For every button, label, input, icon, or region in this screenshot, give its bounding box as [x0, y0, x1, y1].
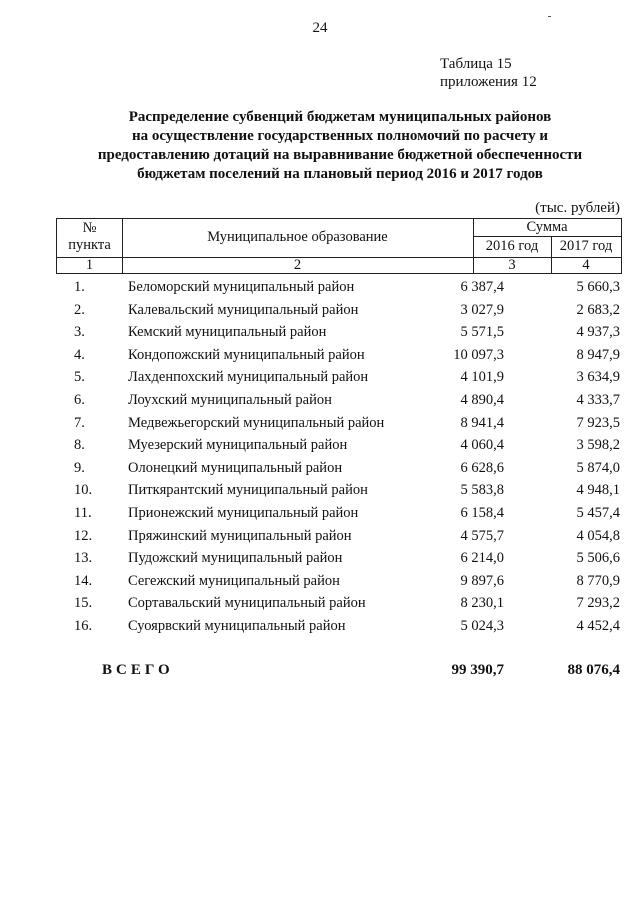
row-number: 14.: [74, 572, 93, 589]
municipality-name: Пудожский муниципальный район: [128, 550, 343, 567]
amount-2017: 5 874,0: [576, 459, 620, 476]
amount-2016: 6 158,4: [460, 504, 504, 521]
column-number-2: 2: [293, 257, 302, 273]
units-note: (тыс. рублей): [535, 200, 620, 216]
row-number: 16.: [74, 617, 93, 634]
title-line: Распределение субвенций бюджетам муниципальных районов: [128, 109, 552, 125]
table-row: [56, 437, 622, 460]
column-number-3: 3: [508, 257, 516, 273]
municipality-name: Лоухский муниципальный район: [128, 391, 332, 408]
row-number: 15.: [74, 595, 93, 612]
header-num-label: пункта: [68, 237, 111, 253]
amount-2016: 6 214,0: [460, 550, 504, 567]
amount-2016: 8 941,4: [460, 414, 504, 431]
amount-2017: 3 598,2: [576, 437, 620, 454]
municipality-name: Питкярантский муниципальный район: [128, 482, 368, 499]
amount-2017: 4 333,7: [576, 391, 620, 408]
amount-2017: 2 683,2: [576, 301, 620, 318]
document-title: [60, 108, 620, 184]
total-2016: 99 390,7: [451, 662, 504, 678]
amount-2017: 4 054,8: [576, 527, 620, 544]
table-row: [56, 302, 622, 325]
amount-2017: 7 293,2: [576, 595, 620, 612]
amount-2016: 6 628,6: [460, 459, 504, 476]
amount-2017: 3 634,9: [576, 369, 620, 386]
table-row: [56, 550, 622, 573]
table-row: [56, 279, 622, 302]
amount-2016: 4 101,9: [460, 369, 504, 386]
scan-mark: [548, 16, 551, 17]
table-row: [56, 460, 622, 483]
row-number: 5.: [74, 369, 85, 386]
municipality-name: Пряжинский муниципальный район: [128, 527, 352, 544]
municipality-name: Сегежский муниципальный район: [128, 572, 340, 589]
title-line: на осуществление государственных полномочий по расчету и: [131, 128, 549, 144]
title-line: бюджетам поселений на плановый период 2016 и 2017 годов: [137, 166, 543, 182]
row-number: 7.: [74, 414, 85, 431]
column-number-1: 1: [85, 257, 94, 273]
title-line: предоставлению дотаций на выравнивание бюджетной обеспеченности: [97, 147, 583, 163]
amount-2017: 4 937,3: [576, 324, 620, 341]
amount-2016: 4 890,4: [460, 391, 504, 408]
table-number: Таблица 15: [440, 56, 512, 72]
amount-2016: 5 583,8: [460, 482, 504, 499]
amount-2017: 7 923,5: [576, 414, 620, 431]
amount-2016: 3 027,9: [460, 301, 504, 318]
amount-2017: 4 452,4: [576, 617, 620, 634]
row-number: 8.: [74, 437, 85, 454]
table-row: [56, 392, 622, 415]
table-row: [56, 482, 622, 505]
row-number: 9.: [74, 459, 85, 476]
header-num-symbol: №: [82, 220, 97, 236]
table-row: [56, 347, 622, 370]
row-number: 12.: [74, 527, 93, 544]
header-sum: Сумма: [526, 219, 568, 235]
amount-2016: 9 897,6: [460, 572, 504, 589]
table-row: [56, 505, 622, 528]
header-municipality: Муниципальное образование: [207, 229, 388, 245]
municipality-name: Медвежьегорский муниципальный район: [128, 414, 385, 431]
table-row: [56, 618, 622, 641]
amount-2016: 5 024,3: [460, 617, 504, 634]
municipality-name: Суоярвский муниципальный район: [128, 617, 346, 634]
column-number-4: 4: [582, 257, 590, 273]
table-row: [56, 369, 622, 392]
row-number: 3.: [74, 324, 85, 341]
row-number: 1.: [74, 279, 85, 295]
municipality-name: Олонецкий муниципальный район: [128, 459, 343, 476]
page-number: 24: [312, 20, 328, 36]
municipality-name: Беломорский муниципальный район: [128, 279, 355, 295]
header-year-2016: 2016 год: [485, 238, 539, 254]
amount-2017: 5 506,6: [576, 550, 620, 567]
row-number: 2.: [74, 301, 85, 318]
municipality-name: Прионежский муниципальный район: [128, 504, 359, 521]
municipality-name: Лахденпохский муниципальный район: [128, 369, 369, 386]
amount-2017: 4 948,1: [576, 482, 620, 499]
table-row: [56, 324, 622, 347]
table-row: [56, 573, 622, 596]
row-number: 11.: [74, 504, 92, 521]
appendix-number: приложения 12: [440, 74, 537, 90]
municipality-name: Кемский муниципальный район: [128, 324, 327, 341]
municipality-name: Кондопожский муниципальный район: [128, 346, 365, 363]
amount-2016: 4 060,4: [460, 437, 504, 454]
total-2017: 88 076,4: [567, 662, 620, 678]
municipality-name: Муезерский муниципальный район: [128, 437, 348, 454]
municipality-name: Калевальский муниципальный район: [128, 301, 359, 318]
table-row: [56, 595, 622, 618]
amount-2017: 5 660,3: [576, 279, 620, 295]
row-number: 6.: [74, 391, 85, 408]
table-row: [56, 528, 622, 551]
row-number: 13.: [74, 550, 93, 567]
amount-2016: 8 230,1: [460, 595, 504, 612]
row-number: 10.: [74, 482, 93, 499]
amount-2017: 8 947,9: [576, 346, 620, 363]
row-number: 4.: [74, 346, 85, 363]
total-row: [56, 662, 622, 684]
table-body: [56, 279, 622, 641]
table-header: [56, 218, 622, 274]
total-label: ВСЕГО: [102, 662, 174, 678]
amount-2016: 4 575,7: [460, 527, 504, 544]
amount-2017: 5 457,4: [576, 504, 620, 521]
amount-2016: 10 097,3: [453, 346, 504, 363]
amount-2016: 5 571,5: [460, 324, 504, 341]
table-reference: [440, 55, 600, 91]
amount-2017: 8 770,9: [576, 572, 620, 589]
amount-2016: 6 387,4: [460, 279, 504, 295]
table-row: [56, 415, 622, 438]
municipality-name: Сортавальский муниципальный район: [128, 595, 366, 612]
header-year-2017: 2017 год: [559, 238, 613, 254]
